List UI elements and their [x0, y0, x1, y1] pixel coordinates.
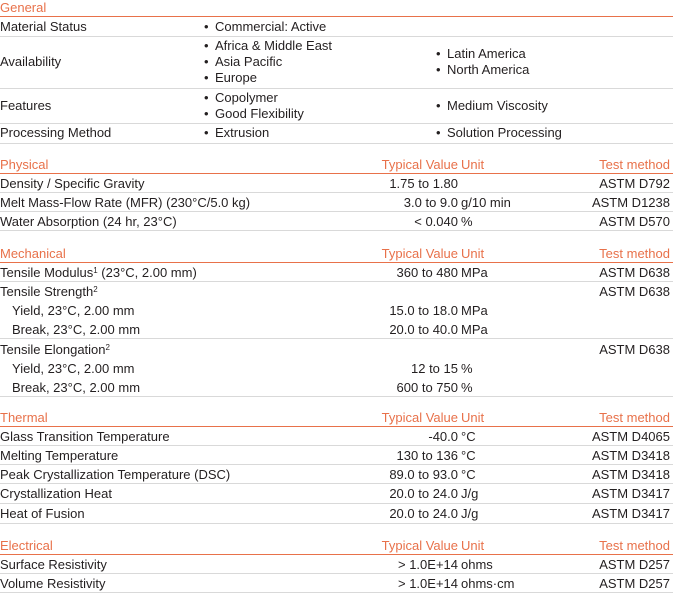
feature-item: • Good Flexibility: [204, 106, 304, 122]
property-label-text: Tensile Modulus: [0, 265, 94, 280]
property-test-method: ASTM D3417: [591, 486, 670, 501]
property-label: [0, 284, 98, 300]
property-label: [0, 342, 110, 358]
property-label: [0, 265, 197, 281]
property-label: Volume Resistivity: [0, 576, 106, 591]
availability-item: • Europe: [204, 70, 257, 86]
property-sublabel: Yield, 23°C, 2.00 mm: [12, 303, 135, 318]
property-label: Water Absorption (24 hr, 23°C): [0, 214, 177, 229]
property-value: 15.0 to 18.0: [389, 303, 458, 318]
property-sublabel: Yield, 23°C, 2.00 mm: [12, 361, 135, 376]
table-row: [0, 504, 673, 524]
availability-item: • Africa & Middle East: [204, 38, 332, 54]
property-unit: °C: [461, 429, 476, 444]
table-row: [0, 555, 673, 574]
property-unit: %: [461, 361, 473, 376]
electrical-heading: Electrical: [0, 538, 53, 553]
material-status-label: Material Status: [0, 19, 87, 34]
physical-section-heading: [0, 157, 673, 174]
property-test-method: ASTM D4065: [591, 429, 670, 444]
property-test-method: ASTM D570: [599, 214, 670, 229]
property-unit: MPa: [461, 303, 488, 318]
property-label: Surface Resistivity: [0, 557, 107, 572]
property-value: -40.0: [428, 429, 458, 444]
processing-row: [0, 124, 673, 144]
property-test-method: ASTM D638: [599, 284, 670, 299]
availability-item: • Latin America: [436, 46, 526, 62]
test-method-header: Test method: [599, 538, 670, 553]
processing-label: Processing Method: [0, 125, 112, 140]
property-test-method: ASTM D1238: [591, 195, 670, 210]
property-value: 600 to 750: [396, 380, 458, 395]
features-label: Features: [0, 98, 52, 113]
property-value: 20.0 to 24.0: [389, 486, 458, 501]
unit-header: Unit: [461, 246, 485, 261]
table-row: [0, 378, 673, 397]
table-row: [0, 193, 673, 212]
property-value: < 0.040: [414, 214, 458, 229]
property-label: Crystallization Heat: [0, 486, 112, 501]
physical-heading: Physical: [0, 157, 49, 172]
property-test-method: ASTM D3418: [591, 448, 670, 463]
mechanical-section-heading: [0, 246, 673, 263]
property-unit: °C: [461, 467, 476, 482]
property-label: Melt Mass-Flow Rate (MFR) (230°C/5.0 kg): [0, 195, 251, 210]
table-row: [0, 359, 673, 378]
table-row: [0, 320, 673, 339]
property-label: Melting Temperature: [0, 448, 119, 463]
typical-value-header: Typical Value: [381, 157, 458, 172]
property-sublabel: Break, 23°C, 2.00 mm: [12, 322, 141, 337]
thermal-heading: Thermal: [0, 410, 48, 425]
typical-value-header: Typical Value: [381, 410, 458, 425]
property-unit: J/g: [461, 486, 479, 501]
test-method-header: Test method: [599, 246, 670, 261]
table-row: [0, 301, 673, 320]
features-row: [0, 89, 673, 124]
table-row: [0, 340, 673, 359]
property-unit: %: [461, 214, 473, 229]
footnote-marker: 2: [105, 343, 110, 352]
property-unit: g/10 min: [461, 195, 511, 210]
property-label-text: Tensile Strength: [0, 284, 94, 299]
property-test-method: ASTM D638: [599, 342, 670, 357]
table-row: [0, 263, 673, 282]
feature-item: • Medium Viscosity: [436, 98, 548, 114]
availability-label: Availability: [0, 54, 62, 69]
property-test-method: ASTM D257: [599, 557, 670, 572]
table-row: [0, 446, 673, 465]
property-test-method: ASTM D3418: [591, 467, 670, 482]
unit-header: Unit: [461, 538, 485, 553]
property-unit: °C: [461, 448, 476, 463]
property-unit: ohms·cm: [461, 576, 515, 591]
material-status-row: [0, 17, 673, 37]
property-test-method: ASTM D3417: [591, 506, 670, 521]
processing-item: • Extrusion: [204, 125, 269, 141]
general-section-heading: [0, 0, 673, 17]
property-unit: %: [461, 380, 473, 395]
table-row: [0, 282, 673, 301]
test-method-header: Test method: [599, 157, 670, 172]
property-value: > 1.0E+14: [398, 576, 458, 591]
property-value: 3.0 to 9.0: [403, 195, 458, 210]
property-value: 89.0 to 93.0: [389, 467, 458, 482]
property-unit: MPa: [461, 265, 488, 280]
table-row: [0, 574, 673, 593]
property-value: 1.75 to 1.80: [389, 176, 458, 191]
footnote-marker: 1: [93, 266, 98, 275]
property-label: Heat of Fusion: [0, 506, 85, 521]
property-label: Glass Transition Temperature: [0, 429, 170, 444]
table-row: [0, 212, 673, 231]
table-row: [0, 427, 673, 446]
property-value: 360 to 480: [396, 265, 458, 280]
material-status-value: • Commercial: Active: [204, 19, 326, 35]
property-value: 130 to 136: [396, 448, 458, 463]
unit-header: Unit: [461, 410, 485, 425]
property-test-method: ASTM D638: [599, 265, 670, 280]
table-row: [0, 465, 673, 484]
availability-row: [0, 37, 673, 89]
property-unit: MPa: [461, 322, 488, 337]
table-row: [0, 174, 673, 193]
availability-item: • North America: [436, 62, 529, 78]
processing-item: • Solution Processing: [436, 125, 562, 141]
property-label: Density / Specific Gravity: [0, 176, 145, 191]
unit-header: Unit: [461, 157, 485, 172]
typical-value-header: Typical Value: [381, 538, 458, 553]
property-value: > 1.0E+14: [398, 557, 458, 572]
property-label-suffix: (23°C, 2.00 mm): [97, 265, 197, 280]
property-unit: ohms: [461, 557, 493, 572]
electrical-section-heading: [0, 538, 673, 555]
feature-item: • Copolymer: [204, 90, 278, 106]
footnote-marker: 2: [93, 285, 98, 294]
property-sublabel: Break, 23°C, 2.00 mm: [12, 380, 141, 395]
property-value: 20.0 to 24.0: [389, 506, 458, 521]
general-heading: General: [0, 0, 47, 15]
property-label-text: Tensile Elongation: [0, 342, 106, 357]
property-label: Peak Crystallization Temperature (DSC): [0, 467, 231, 482]
property-unit: J/g: [461, 506, 479, 521]
thermal-section-heading: [0, 410, 673, 427]
availability-item: • Asia Pacific: [204, 54, 282, 70]
property-value: 12 to 15: [411, 361, 458, 376]
typical-value-header: Typical Value: [381, 246, 458, 261]
property-value: 20.0 to 40.0: [389, 322, 458, 337]
test-method-header: Test method: [599, 410, 670, 425]
property-test-method: ASTM D257: [599, 576, 670, 591]
property-test-method: ASTM D792: [599, 176, 670, 191]
table-row: [0, 484, 673, 504]
mechanical-heading: Mechanical: [0, 246, 66, 261]
